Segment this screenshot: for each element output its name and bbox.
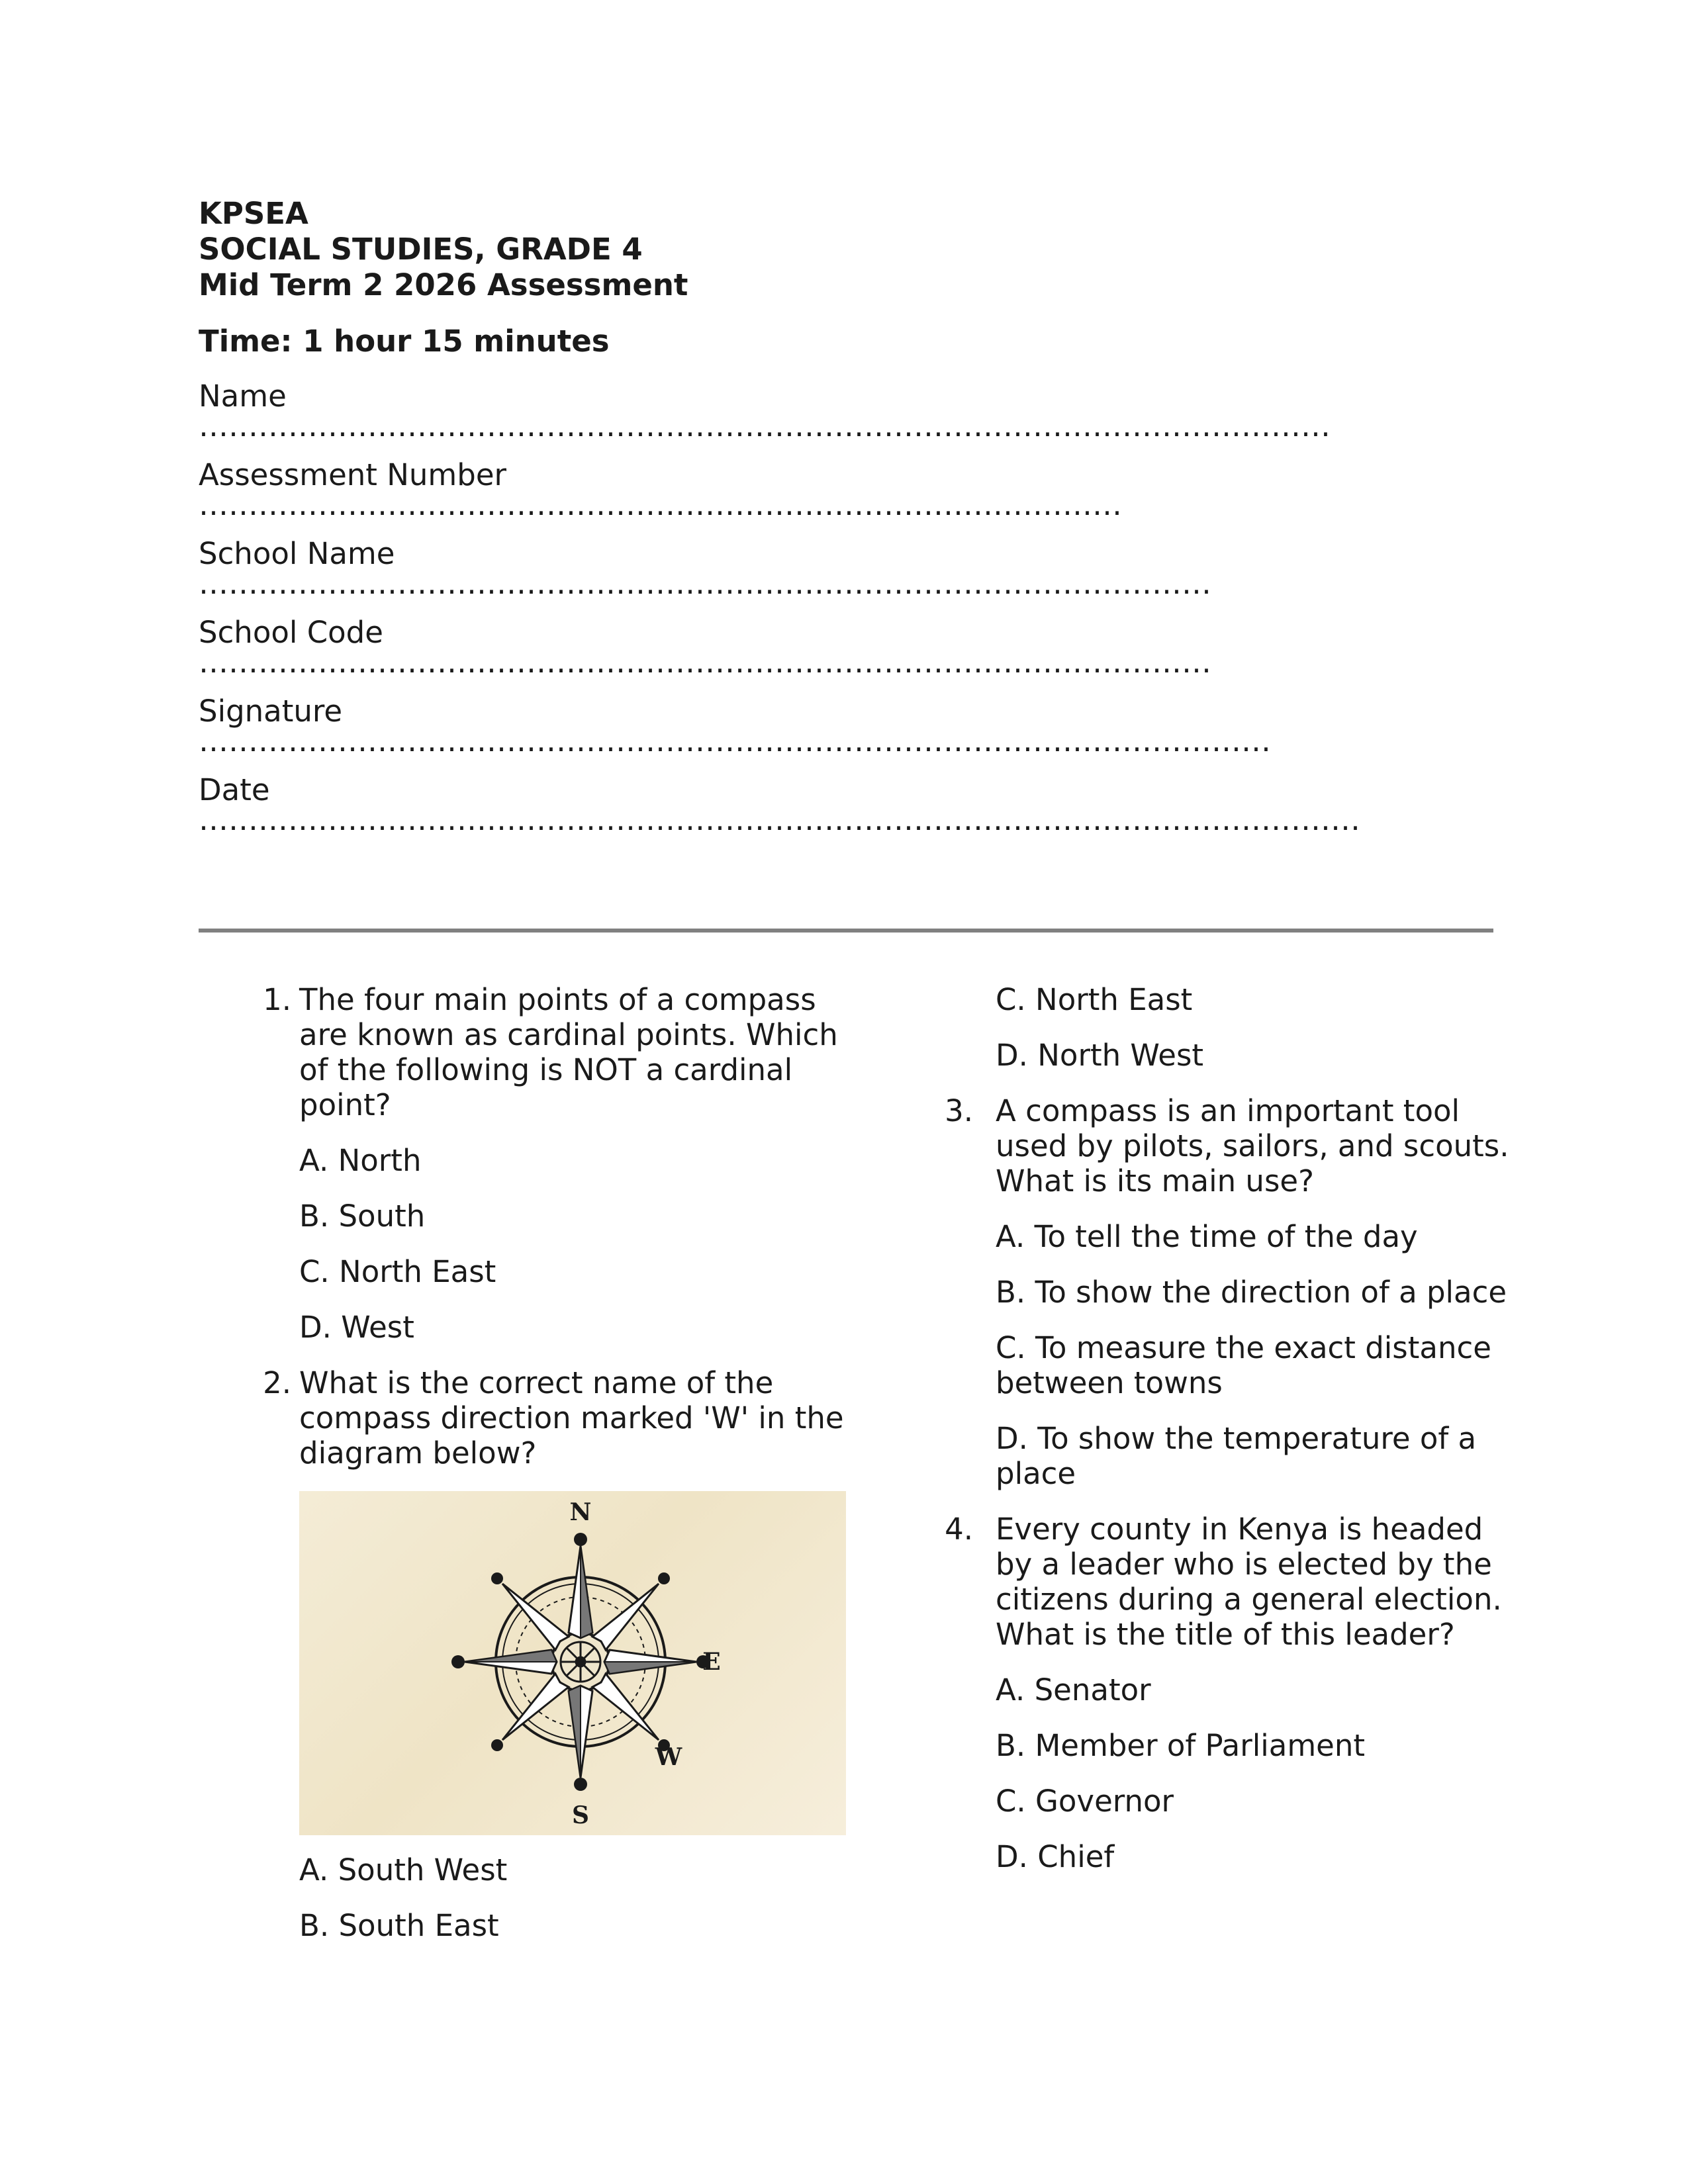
option-a[interactable]: A. North	[299, 1143, 422, 1178]
candidate-fields	[199, 379, 1496, 832]
name-field-label: Name	[199, 379, 287, 414]
question-stem: The four main points of a compass are known as cardinal points. Which of the following is NOT a cardinal point?	[299, 982, 838, 1122]
option-c[interactable]: C. North East	[299, 1254, 496, 1289]
assessment-number-field-line[interactable]: …………………………………………………………………………………	[199, 493, 1122, 517]
question-4	[907, 1512, 1516, 1652]
assessment-title: Mid Term 2 2026 Assessment	[199, 267, 688, 302]
option-a[interactable]: A. Senator	[996, 1672, 1151, 1707]
time-allowed: Time: 1 hour 15 minutes	[199, 324, 610, 359]
school-name-field-line[interactable]: …………………………………………………………………………………………	[199, 572, 1211, 596]
assessment-number-field-label: Assessment Number	[199, 457, 507, 492]
option-c[interactable]: C. North East	[996, 982, 1193, 1017]
question-stem: A compass is an important tool used by pilots, sailors, and scouts. What is its main use?	[996, 1093, 1509, 1199]
school-name-field-label: School Name	[199, 536, 395, 571]
date-field-label: Date	[199, 772, 270, 807]
exam-board-title: KPSEA	[199, 196, 308, 231]
header-divider	[199, 929, 1493, 933]
option-b[interactable]: B. Member of Parliament	[996, 1728, 1366, 1763]
compass-letter-e: E	[702, 1648, 721, 1676]
school-code-field-line[interactable]: …………………………………………………………………………………………	[199, 651, 1211, 674]
option-c[interactable]: C. Governor	[996, 1784, 1174, 1819]
question-stem: Every county in Kenya is headed by a leader who is elected by the citizens during a general election. What is the title of this leader?	[996, 1512, 1502, 1652]
compass-letter-n: N	[569, 1498, 592, 1526]
signature-field-label: Signature	[199, 694, 343, 729]
compass-rose-icon	[299, 1491, 846, 1835]
option-d[interactable]: D. To show the temperature of a place	[996, 1421, 1477, 1491]
option-b[interactable]: B. South	[299, 1199, 426, 1234]
question-2	[199, 1365, 861, 1471]
right-column	[907, 982, 1516, 1874]
option-c[interactable]: C. To measure the exact distance between towns	[996, 1330, 1491, 1400]
question-number: 4.	[945, 1512, 973, 1547]
date-field-line[interactable]: ………………………………………………………………………………………………………	[199, 808, 1360, 832]
question-number: 2.	[263, 1365, 291, 1400]
question-number: 1.	[263, 982, 291, 1017]
left-column	[199, 982, 861, 1943]
option-d[interactable]: D. West	[299, 1310, 414, 1345]
compass-rose-figure	[299, 1491, 846, 1835]
school-code-field-label: School Code	[199, 615, 383, 650]
option-a[interactable]: A. South West	[299, 1852, 508, 1888]
compass-letter-w: W	[655, 1743, 682, 1771]
compass-letter-s: S	[572, 1801, 589, 1829]
option-b[interactable]: B. To show the direction of a place	[996, 1275, 1507, 1310]
name-field-line[interactable]: ……………………………………………………………………………………………………	[199, 414, 1331, 438]
subject-grade-title: SOCIAL STUDIES, GRADE 4	[199, 232, 643, 267]
question-stem: What is the correct name of the compass direction marked 'W' in the diagram below?	[299, 1365, 844, 1471]
option-d[interactable]: D. Chief	[996, 1839, 1115, 1874]
question-1	[199, 982, 861, 1122]
question-number: 3.	[945, 1093, 973, 1128]
option-d[interactable]: D. North West	[996, 1038, 1204, 1073]
option-a[interactable]: A. To tell the time of the day	[996, 1219, 1418, 1254]
question-3	[907, 1093, 1516, 1199]
signature-field-line[interactable]: ………………………………………………………………………………………………	[199, 729, 1271, 753]
exam-header	[199, 196, 1496, 832]
option-b[interactable]: B. South East	[299, 1908, 499, 1943]
